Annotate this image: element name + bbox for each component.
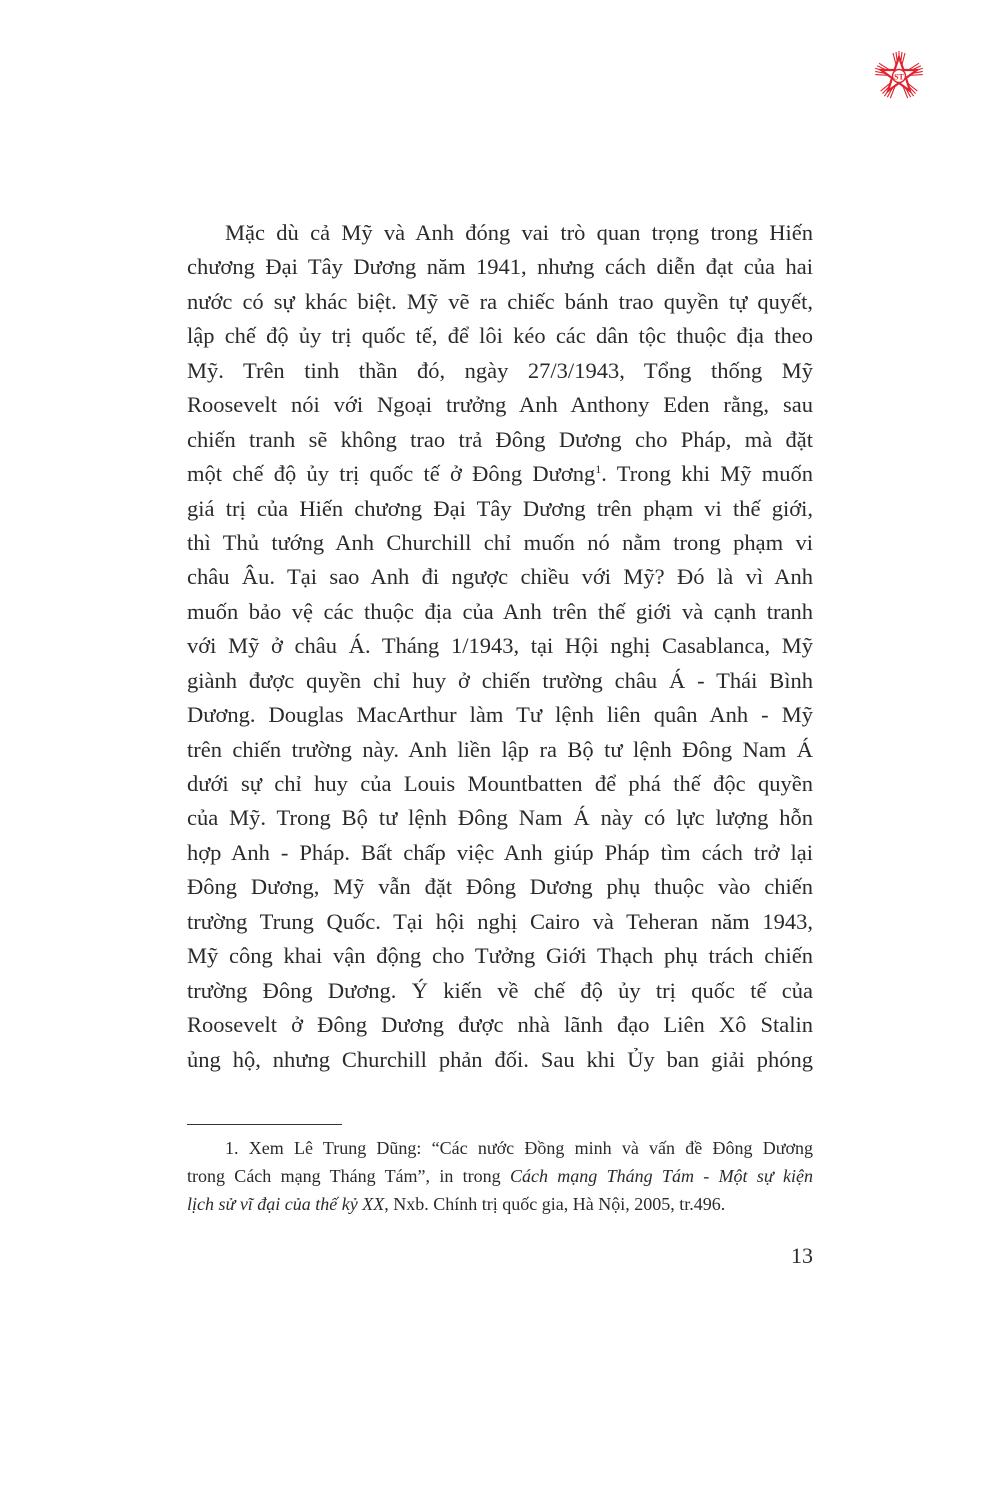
footnote (187, 1134, 813, 1218)
body-line: Roosevelt ở Đông Dương được nhà lãnh đạo Liên Xô Stalin (187, 1012, 813, 1038)
body-line-text: một chế độ ủy trị quốc tế ở Đông Dương (187, 461, 596, 487)
body-line: ủng hộ, nhưng Churchill phản đối. Sau khi Ủy ban giải phóng (187, 1046, 813, 1072)
body-line (187, 457, 813, 491)
footnote-text: , Nxb. Chính trị quốc gia, Hà Nội, 2005, tr.496. (384, 1194, 726, 1214)
body-line: muốn bảo vệ các thuộc địa của Anh trên thế giới và cạnh tranh (187, 598, 813, 624)
body-line: giá trị của Hiến chương Đại Tây Dương trên phạm vi thế giới, (187, 495, 813, 521)
footnote-book-title: Cách mạng Tháng Tám - Một sự kiện (509, 1166, 813, 1186)
footnote-line (187, 1190, 813, 1218)
body-line: nước có sự khác biệt. Mỹ vẽ ra chiếc bánh trao quyền tự quyết, (187, 288, 813, 314)
body-line: của Mỹ. Trong Bộ tư lệnh Đông Nam Á này có lực lượng hỗn (187, 805, 813, 831)
page-number: 13 (791, 1243, 813, 1268)
body-line-text: . Trong khi Mỹ muốn (601, 461, 813, 487)
body-line: châu Âu. Tại sao Anh đi ngược chiều với Mỹ? Đó là vì Anh (187, 564, 813, 590)
body-line: Mỹ. Trên tinh thần đó, ngày 27/3/1943, Tổng thống Mỹ (187, 357, 813, 383)
footnote-line (187, 1162, 813, 1190)
body-line: Mỹ công khai vận động cho Tưởng Giới Thạch phụ trách chiến (187, 943, 813, 969)
footnote-line: 1. Xem Lê Trung Dũng: “Các nước Đồng minh và vấn đề Đông Dương (225, 1138, 813, 1158)
svg-text:ST: ST (894, 72, 904, 82)
body-line: trên chiến trường này. Anh liền lập ra Bộ tư lệnh Đông Nam Á (187, 736, 813, 762)
footnote-book-title: lịch sử vĩ đại của thế kỷ XX (187, 1194, 385, 1214)
body-line: chương Đại Tây Dương năm 1941, nhưng cách diễn đạt của hai (187, 254, 813, 280)
body-line: chiến tranh sẽ không trao trả Đông Dương cho Pháp, mà đặt (187, 426, 813, 452)
footnote-separator (187, 1124, 342, 1125)
body-line: Dương. Douglas MacArthur làm Tư lệnh liên quân Anh - Mỹ (187, 702, 813, 728)
body-line: hợp Anh - Pháp. Bất chấp việc Anh giúp Pháp tìm cách trở lại (187, 839, 813, 865)
body-line: giành được quyền chỉ huy ở chiến trường châu Á - Thái Bình (187, 667, 813, 693)
body-line: Mặc dù cả Mỹ và Anh đóng vai trò quan trọng trong Hiến (225, 220, 813, 245)
body-line: thì Thủ tướng Anh Churchill chỉ muốn nó nằm trong phạm vi (187, 529, 813, 555)
body-line: lập chế độ ủy trị quốc tế, để lôi kéo các dân tộc thuộc địa theo (187, 323, 813, 349)
body-line: với Mỹ ở châu Á. Tháng 1/1943, tại Hội nghị Casablanca, Mỹ (187, 633, 813, 659)
body-line: Đông Dương, Mỹ vẫn đặt Đông Dương phụ thuộc vào chiến (187, 874, 813, 900)
publisher-logo-icon (871, 48, 927, 104)
body-paragraph (187, 216, 813, 1077)
body-line: trường Trung Quốc. Tại hội nghị Cairo và Teheran năm 1943, (187, 908, 813, 934)
body-line: Roosevelt nói với Ngoại trưởng Anh Anthony Eden rằng, sau (187, 392, 813, 418)
body-line: trường Đông Dương. Ý kiến về chế độ ủy trị quốc tế của (187, 977, 813, 1003)
footnote-reference[interactable]: 1 (595, 462, 602, 477)
footnote-text: trong Cách mạng Tháng Tám”, in trong (187, 1166, 510, 1186)
body-line: dưới sự chỉ huy của Louis Mountbatten để phá thế độc quyền (187, 771, 813, 796)
